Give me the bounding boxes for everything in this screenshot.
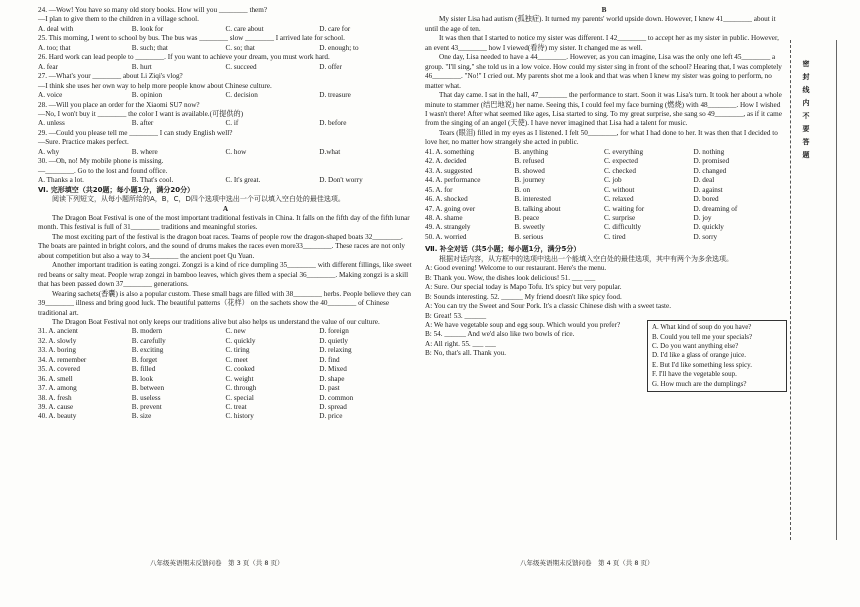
option-cell: D. sorry: [693, 232, 718, 241]
dialog-line: B: Thank you. Wow, the dishes look delicious! 51. ___ ___: [425, 273, 596, 282]
q30-line2: —________. Go to the lost and found office.: [38, 166, 168, 175]
option: C. It's great.: [225, 176, 261, 185]
option-cell: 38. A. fresh: [38, 393, 72, 402]
answer-option: C. Do you want anything else?: [652, 342, 739, 351]
option: C. how: [225, 147, 247, 156]
option: B. after: [131, 119, 154, 128]
passage-b-para5: Tears (眼泪) filled in my eyes as I listened. I felt 50________, for what I had done to her. It was then that I decided to love her, no matter how strangely she acted in public.: [425, 128, 778, 147]
option: C. succeed: [225, 62, 257, 71]
option: A. deal with: [38, 24, 74, 33]
option-cell: 46. A. shocked: [425, 195, 468, 204]
answer-option: D. I'd like a glass of orange juice.: [652, 351, 746, 360]
option-cell: 42. A. decided: [425, 157, 467, 166]
right-column: [425, 6, 783, 388]
q30-options: [38, 176, 413, 185]
option-cell: 47. A. going over: [425, 204, 476, 213]
option-cell: D. nothing: [693, 147, 725, 156]
option-cell: C. weight: [225, 374, 254, 383]
answer-option: E. But I'd like something less spicy.: [652, 360, 752, 369]
option-cell: C. waiting for: [604, 204, 645, 213]
option: D. offer: [319, 62, 342, 71]
option-cell: B. on: [514, 185, 531, 194]
option: D. Don't worry: [319, 176, 363, 185]
dialog-line: A: You can try the Sweet and Sour Pork. It's a classic Chinese dish with a sweet taste.: [425, 302, 672, 311]
passage-a-para2: The most exciting part of the festival is the dragon boat races. Teams of people row the dragon-shaped boats 32________. The boats are painted in bright colors, and the sound of drums makes the races even more33________. These races are not only about competition but also a way to 34________ the ancient poet Qu Yuan.: [38, 232, 405, 260]
passage-b-label: B: [601, 6, 607, 14]
option-cell: D. spread: [319, 403, 347, 412]
option: C. decision: [225, 91, 258, 100]
dialog-area: [425, 264, 783, 388]
option-cell: 33. A. boring: [38, 346, 76, 355]
option-cell: 35. A. covered: [38, 365, 80, 374]
option-cell: B. useless: [131, 393, 161, 402]
option-cell: C. job: [604, 176, 622, 185]
passage-a-label: A: [222, 204, 229, 213]
option-cell: 49. A. strangely: [425, 223, 471, 232]
option-cell: D. against: [693, 185, 723, 194]
option: A. unless: [38, 119, 65, 128]
option: D. care for: [319, 24, 351, 33]
option-cell: C. surprise: [604, 213, 636, 222]
option: B. opinion: [131, 91, 163, 100]
option-cell: C. difficultly: [604, 223, 642, 232]
option: A. too; that: [38, 43, 71, 52]
option-cell: C. special: [225, 393, 254, 402]
option-cell: B. interested: [514, 195, 551, 204]
option-cell: D. quickly: [693, 223, 724, 232]
option: B. such; that: [131, 43, 168, 52]
option-cell: 50. A. worried: [425, 232, 467, 241]
option-cell: C. expected: [604, 157, 638, 166]
option-cell: D. find: [319, 355, 340, 364]
left-column: [38, 6, 413, 422]
option-cell: B. size: [131, 412, 152, 421]
q28-line2: —No, I won't buy it ________ the color I want is available.(可提供的): [38, 109, 244, 118]
option-cell: B. peace: [514, 213, 540, 222]
dialog-line: A: We have vegetable soup and egg soup. Which would you prefer?: [425, 320, 621, 329]
option-cell: B. forget: [131, 355, 158, 364]
passage-a-para1: The Dragon Boat Festival is one of the most important traditional festivals in China. It falls on the fifth day of the fifth lunar month. This festival is full of 31________ traditions and meaningful stories.: [38, 213, 410, 232]
option-cell: D. changed: [693, 166, 727, 175]
dialog-line: B: Great! 53. ______: [425, 311, 487, 320]
option-cell: D. bored: [693, 195, 719, 204]
option: A. Thanks a lot.: [38, 176, 84, 185]
option-cell: B. anything: [514, 147, 549, 156]
option-cell: 43. A. suggested: [425, 166, 473, 175]
option-cell: C. cooked: [225, 365, 255, 374]
dialog-line: B: Sounds interesting. 52. ______ My friend doesn't like spicy food.: [425, 292, 622, 301]
footer-page-3: 八年级英语期末反馈问卷 第 3 页（共 8 页）: [150, 559, 284, 567]
option-cell: B. modern: [131, 327, 163, 336]
option-cell: 32. A. slowly: [38, 336, 77, 345]
q27-options: [38, 91, 413, 100]
option-cell: B. showed: [514, 166, 545, 175]
option-cell: D. Mixed: [319, 365, 347, 374]
option-cell: D. relaxing: [319, 346, 352, 355]
option-cell: 48. A. shame: [425, 213, 463, 222]
passage-a-para3: Another important tradition is eating zongzi. Zongzi is a kind of rice dumpling 35________ with different fillings, like sweet red beans or salty meat. People wrap zongzi in bamboo leaves, which gives them a special 36________. Making zongzi is a skill that has been passed down 37________ generations.: [38, 261, 412, 289]
margin-rule: [836, 40, 837, 540]
q29-options: [38, 148, 413, 157]
option: A. voice: [38, 91, 63, 100]
answer-option: B. Could you tell me your specials?: [652, 332, 753, 341]
option-cell: C. tiring: [225, 346, 250, 355]
q25-options: [38, 44, 413, 53]
option-cell: D. dreaming of: [693, 204, 738, 213]
q24-options: [38, 25, 413, 34]
option-cell: B. sweetly: [514, 223, 545, 232]
option: B. hurt: [131, 62, 152, 71]
option-cell: C. new: [225, 327, 246, 336]
option: C. if: [225, 119, 239, 128]
option: B. where: [131, 147, 158, 156]
answer-option: A. What kind of soup do you have?: [652, 323, 752, 332]
option-cell: C. treat: [225, 403, 247, 412]
option-cell: B. refused: [514, 157, 545, 166]
option-cell: 41. A. something: [425, 147, 475, 156]
q26-stem: 26. Hard work can lead people to ________. If you want to achieve your dream, you must work hard.: [38, 53, 330, 62]
dialog-line: B: 54. ______ And we'd also like two bowls of rice.: [425, 330, 575, 339]
option-cell: 39. A. cause: [38, 403, 74, 412]
q30-stem: 30. —Oh, no! My mobile phone is missing.: [38, 157, 164, 166]
option-cell: 34. A. remember: [38, 355, 87, 364]
dialog-line: A: Sure. Our special today is Mapo Tofu. It's spicy but very popular.: [425, 283, 622, 292]
q26-options: [38, 63, 413, 72]
answer-option: F. I'll have the vegetable soup.: [652, 370, 737, 379]
option-cell: 45. A. for: [425, 185, 453, 194]
option-cell: C. tired: [604, 232, 626, 241]
option-cell: D. promised: [693, 157, 730, 166]
q27-line2: —I think she uses her own way to help more people know about Chinese culture.: [38, 81, 272, 90]
option-cell: C. through: [225, 384, 257, 393]
answer-option: G. How much are the dumplings?: [652, 379, 747, 388]
option: C. care about: [225, 24, 264, 33]
q24-stem: 24. —Wow! You have so many old story books. How will you ________ them?: [38, 6, 268, 14]
option-cell: C. quickly: [225, 336, 256, 345]
option-cell: C. meet: [225, 355, 248, 364]
option-cell: 37. A. among: [38, 384, 77, 393]
option: A. why: [38, 147, 60, 156]
q25-stem: 25. This morning, I went to school by bus. The bus was ________ slow ________ I arrived late for school.: [38, 34, 345, 43]
option-cell: C. checked: [604, 166, 636, 175]
seal-line-notice: 密封线内不要答题: [802, 60, 810, 164]
option-cell: B. prevent: [131, 403, 162, 412]
option: A. fear: [38, 62, 58, 71]
option-cell: 40. A. beauty: [38, 412, 77, 421]
option-cell: B. serious: [514, 232, 544, 241]
option-cell: B. filled: [131, 365, 156, 374]
option-cell: C. without: [604, 185, 635, 194]
dialog-line: A: Good evening! Welcome to our restaurant. Here's the menu.: [425, 264, 607, 273]
option-cell: 31. A. ancient: [38, 327, 78, 336]
q28-stem: 28. —Will you place an order for the Xiaomi SU7 now?: [38, 100, 200, 109]
dialog-line: A: All right. 55. ___ ___: [425, 339, 496, 348]
option-cell: B. journey: [514, 176, 545, 185]
option: D. enough; to: [319, 43, 359, 52]
option: D. treasure: [319, 91, 351, 100]
option-cell: D. deal: [693, 176, 715, 185]
option: B. That's cool.: [131, 176, 174, 185]
option-cell: C. everything: [604, 147, 644, 156]
option-cell: D. price: [319, 412, 343, 421]
section-7-title: Ⅶ. 补全对话（共5小题；每小题1分，满分5分）: [425, 245, 581, 254]
section-6-instructions: 阅读下列短文，从每小题所给的A，B，C，D四个选项中选出一个可以填入空白处的最佳选项。: [52, 195, 345, 204]
option-cell: C. relaxed: [604, 195, 634, 204]
passage-b-para3: One day, Lisa needed to have a 44________. However, as you can imagine, Lisa was the only one left 45________ a group. "I'll sing," she told us in a low voice. How could my sister sing in front of the school? Hearing that, I was completely 46________. "No!" I cried out. My parents shot me a look and that was when I knew my sister was going to perform, no matter what.: [425, 53, 782, 90]
section-7-instructions: 根据对话内容，从方框中的选项中选出一个能填入空白处的最佳选项，其中有两个为多余选项。: [439, 254, 733, 263]
option-cell: B. between: [131, 384, 165, 393]
q29-line2: —Sure. Practice makes perfect.: [38, 138, 129, 147]
option-cell: C. history: [225, 412, 254, 421]
option-cell: B. talking about: [514, 204, 561, 213]
q29-stem: 29. —Could you please tell me ________ I can study English well?: [38, 128, 233, 137]
passage-a-para5: The Dragon Boat Festival not only keeps our traditions alive but also helps us understand the value of our culture.: [52, 317, 380, 326]
cloze-a-options: [38, 327, 413, 422]
option-cell: D. past: [319, 384, 340, 393]
q24-line2: —I plan to give them to the children in a village school.: [38, 15, 199, 24]
option: C. so; that: [225, 43, 255, 52]
option-cell: B. exciting: [131, 346, 164, 355]
passage-a-para4: Wearing sachets(香囊) is also a popular custom. These small bags are filled with 38________ herbs. People believe they can 39________ illness and bring good luck. The beautiful patterns（花样） on the sachets show the 40________ of Chinese traditional art.: [38, 289, 411, 317]
option-cell: D. joy: [693, 213, 712, 222]
q28-options: [38, 119, 413, 128]
option: B. look for: [131, 24, 164, 33]
option-cell: B. carefully: [131, 336, 166, 345]
footer-page-4: 八年级英语期末反馈问卷 第 4 页（共 8 页）: [520, 559, 654, 567]
passage-b-para4: That day came. I sat in the hall, 47________ the performance to start. Soon it was Lisa's turn. It took her about a whole minute to stammer (结巴地说) her name. Seeing this, I could feel my face burning (燃烧) with 48________. How I wished I wasn't there! After what seemed like ages, Lisa started to sing. To my great surprise, she sang so 49________, as if it came from the singing of an angel (天使). I have never imagined that Lisa had a talent for music.: [425, 91, 782, 128]
q27-stem: 27. —What's your ________ about Li Ziqi's vlog?: [38, 72, 183, 81]
option-cell: D. foreign: [319, 327, 349, 336]
dialog-line: B: No, that's all. Thank you.: [425, 349, 507, 358]
option-cell: 44. A. performance: [425, 176, 481, 185]
option: D.what: [319, 147, 341, 156]
passage-b-para2: It was then that I started to notice my sister was different. I 42________ to accept her as my sister in public. However, an event 43________ how I viewed(看待) my sister. It changed me as well.: [425, 34, 779, 52]
option-cell: D. shape: [319, 374, 345, 383]
option-cell: D. common: [319, 393, 354, 402]
option-cell: B. look: [131, 374, 153, 383]
cloze-b-options: [425, 148, 783, 243]
section-6-title: Ⅵ. 完形填空（共20题；每小题1分，满分20分）: [38, 185, 195, 194]
option-cell: D. quietly: [319, 336, 348, 345]
passage-b-para1: My sister Lisa had autism (孤独症). It turned my parents' world upside down. However, I knew 41________ about it until the age of ten.: [425, 15, 776, 33]
answer-options-box: [647, 320, 787, 392]
option: D. before: [319, 119, 347, 128]
option-cell: 36. A. smell: [38, 374, 73, 383]
